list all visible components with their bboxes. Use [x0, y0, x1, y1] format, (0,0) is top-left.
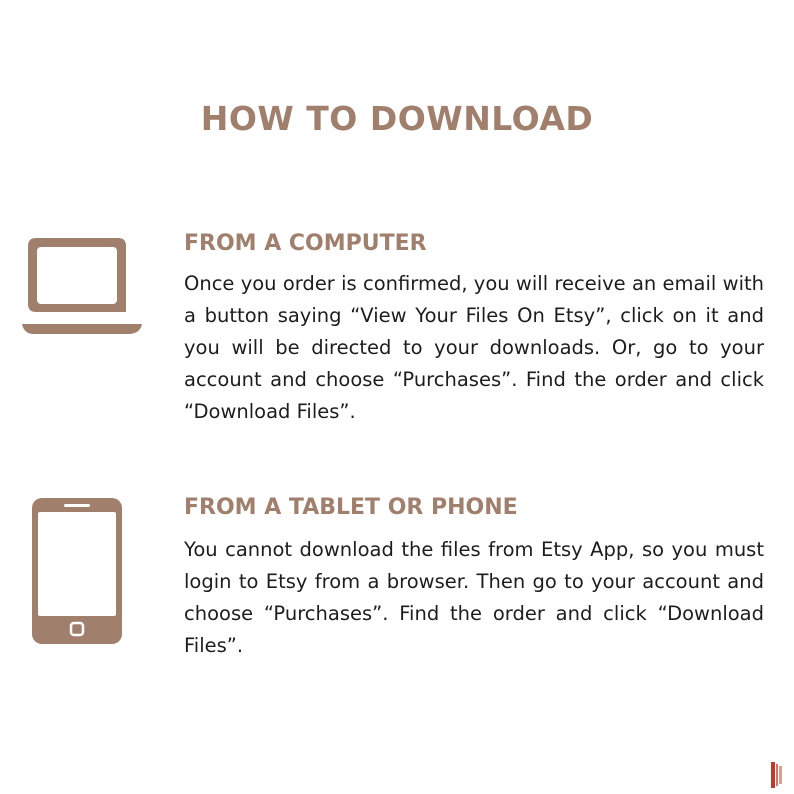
laptop-icon [18, 234, 148, 342]
section-heading: FROM A TABLET OR PHONE [184, 495, 518, 520]
section-heading: FROM A COMPUTER [184, 231, 427, 256]
smartphone-icon [30, 496, 124, 650]
section-body: You cannot download the files from Etsy App, so you must login to Etsy from a browser. Then go to your account and choose “Purchases”. Find the order and click “Download Files”. [184, 538, 764, 657]
section-body: Once you order is confirmed, you will receive an email with a button saying “View Your Files On Etsy”, click on it and you will be directed to your downloads. Or, go to your account and choose “Purchases”. Find the order and click “Download Files”. [184, 272, 764, 423]
page-title: HOW TO DOWNLOAD [200, 99, 594, 138]
brand-logo-icon [771, 762, 783, 788]
